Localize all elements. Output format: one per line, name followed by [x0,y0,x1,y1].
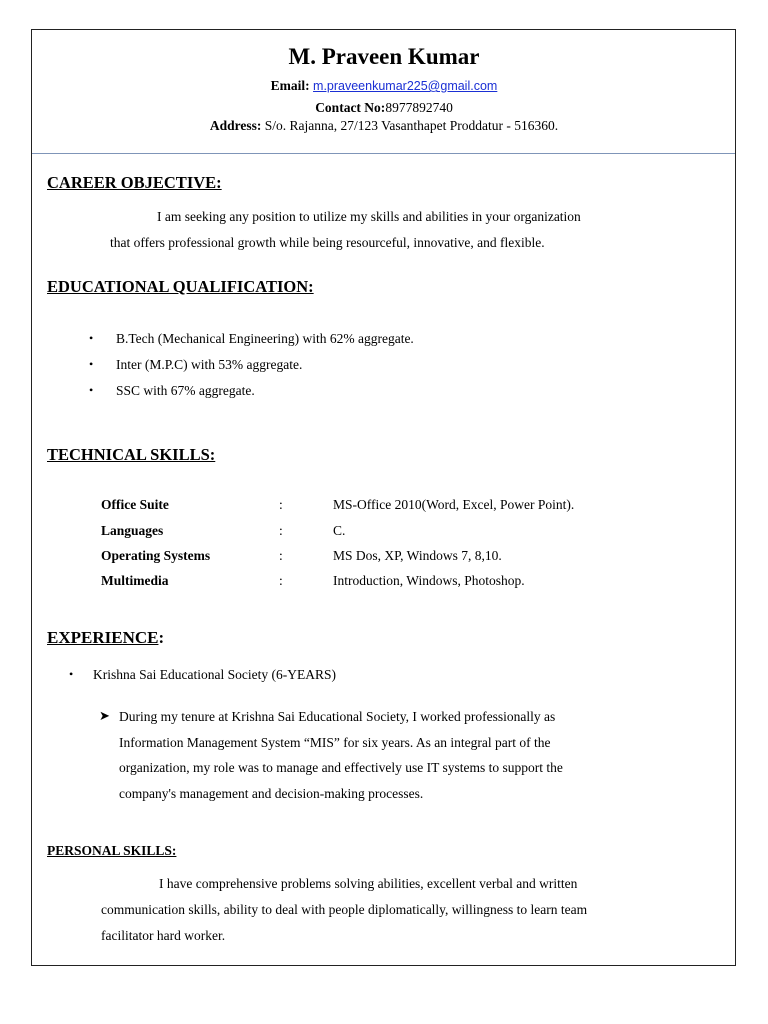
education-item: SSC with 67% aggregate. [116,383,255,398]
bullet-icon: • [89,331,94,345]
candidate-name: M. Praveen Kumar [288,44,480,69]
bullet-icon: • [69,667,74,681]
experience-company: Krishna Sai Educational Society (6-YEARS) [93,667,336,682]
personal-skills-line-1: I have comprehensive problems solving abilities, excellent verbal and written [159,876,578,891]
personal-skills-line: communication skills, ability to deal with people diplomatically, willingness to learn team [101,902,588,917]
experience-line: Information Management System “MIS” for six years. As an integral part of the [119,734,551,750]
personal-skills-paragraph [101,897,677,948]
career-objective-line-1: I am seeking any position to utilize my skills and abilities in your organization [157,209,581,224]
skill-separator: : [279,548,283,563]
email-line [0,78,768,94]
arrow-bullet-icon: ➤ [99,708,110,723]
experience-line: During my tenure at Krishna Sai Educational Society, I worked professionally as [119,709,556,724]
header-divider [32,153,735,154]
address-label: Address: [209,118,262,133]
contact-number: 8977892740 [385,100,453,115]
skill-separator: : [279,573,283,588]
skill-label: Operating Systems [101,548,211,563]
skill-value: C. [333,523,346,538]
experience-line: organization, my role was to manage and effectively use IT systems to support the [119,760,563,775]
personal-skills-heading: PERSONAL SKILLS: [47,843,177,858]
skill-label: Office Suite [101,497,169,512]
email-link[interactable]: m.praveenkumar225@gmail.com [313,79,498,93]
skill-value: MS Dos, XP, Windows 7, 8,10. [333,548,502,563]
bullet-icon: • [89,357,94,371]
experience-description [119,704,677,806]
skill-value: Introduction, Windows, Photoshop. [333,573,525,588]
skill-separator: : [279,523,283,538]
experience-line: company's management and decision-making processes. [119,785,424,801]
email-label: Email: [270,78,310,93]
bullet-icon: • [89,383,94,397]
contact-line [0,100,768,116]
education-item: Inter (M.P.C) with 53% aggregate. [116,357,303,372]
skill-separator: : [279,497,283,512]
career-objective-line-2: that offers professional growth while being resourceful, innovative, and flexible. [110,235,545,250]
experience-heading-colon: : [158,628,165,647]
personal-skills-line: facilitator hard worker. [101,927,226,943]
skill-label: Multimedia [101,573,169,588]
skill-label: Languages [101,523,164,538]
education-heading: EDUCATIONAL QUALIFICATION: [47,277,314,296]
address-text: S/o. Rajanna, 27/123 Vasanthapet Proddatur - 516360. [264,118,559,133]
address-line [0,118,768,134]
contact-label: Contact No: [315,100,386,115]
career-objective-heading: CAREER OBJECTIVE: [47,173,222,192]
skill-value: MS-Office 2010(Word, Excel, Power Point). [333,497,575,512]
education-item: B.Tech (Mechanical Engineering) with 62% aggregate. [116,331,414,346]
experience-heading [47,628,164,648]
experience-heading-text: EXPERIENCE [47,628,159,647]
technical-skills-heading: TECHNICAL SKILLS: [47,445,216,464]
